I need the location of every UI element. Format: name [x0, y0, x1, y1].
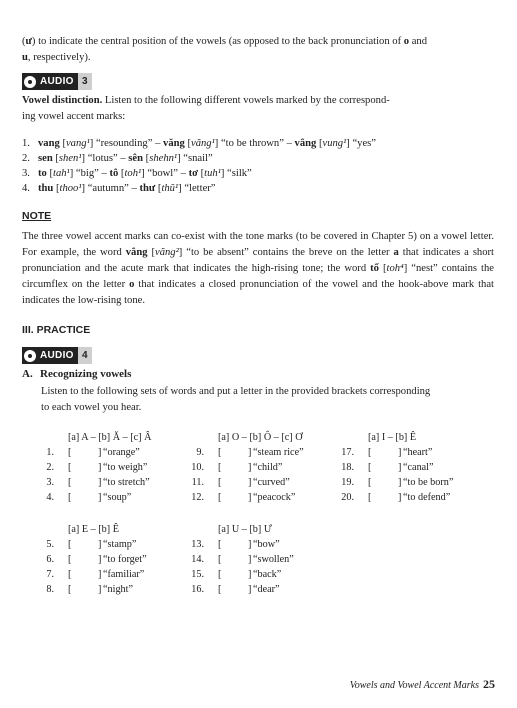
answer-bracket-open[interactable]: [: [68, 539, 72, 550]
answer-bracket-close[interactable]: ]: [98, 569, 102, 580]
item-number: 3.: [46, 477, 54, 488]
exercise-item: [40, 567, 190, 582]
exercise-item: [190, 582, 340, 597]
text-run: ] “big” –: [69, 168, 110, 179]
text-run: vowel letter. For example, the word: [22, 231, 494, 258]
text-run: [: [147, 247, 155, 258]
group-header: [a] A – [b] Ă – [c] Â: [68, 432, 152, 443]
item-number: 7.: [46, 569, 54, 580]
answer-bracket-open[interactable]: [: [68, 554, 72, 565]
vietnamese-word: sen: [38, 153, 53, 164]
text-run: The three vowel accent marks can co-exist with the tone marks (to be covered in Chapter 5) on a: [22, 231, 439, 242]
answer-bracket-close[interactable]: ]: [248, 569, 252, 580]
text-run: ] “yes”: [346, 138, 376, 149]
pair-item: [22, 136, 492, 151]
item-number: 18.: [341, 462, 354, 473]
item-number: 9.: [196, 447, 204, 458]
answer-bracket-open[interactable]: [: [68, 584, 72, 595]
answer-bracket-close[interactable]: ]: [398, 477, 402, 488]
item-number: 19.: [341, 477, 354, 488]
text-run: [: [52, 153, 59, 164]
pronunciation: vung¹: [322, 138, 347, 149]
answer-bracket-open[interactable]: [: [68, 462, 72, 473]
section-a-title: A. Recognizing vowels: [22, 368, 132, 380]
english-meaning: “night”: [103, 584, 133, 595]
answer-bracket-close[interactable]: ]: [398, 462, 402, 473]
english-meaning: “to defend”: [403, 492, 451, 503]
english-meaning: “to forget”: [103, 554, 147, 565]
item-number: 3.: [22, 168, 30, 179]
pronunciation: shen¹: [58, 153, 82, 164]
vietnamese-word: vang: [38, 138, 60, 149]
exercise-item: [40, 475, 190, 490]
english-meaning: “to stretch”: [103, 477, 150, 488]
answer-bracket-open[interactable]: [: [218, 462, 222, 473]
text-run: ] “letter”: [178, 183, 216, 194]
item-number: 2.: [46, 462, 54, 473]
english-meaning: “heart”: [403, 447, 433, 458]
exercise-item: [40, 552, 190, 567]
english-meaning: “peacock”: [253, 492, 296, 503]
vietnamese-word: văng: [163, 138, 185, 149]
answer-bracket-close[interactable]: ]: [98, 447, 102, 458]
item-number: 4.: [22, 183, 30, 194]
vietnamese-word: tơ: [188, 168, 198, 179]
answer-bracket-close[interactable]: ]: [98, 539, 102, 550]
exercise-group-i-e: [340, 430, 490, 505]
answer-bracket-open[interactable]: [: [368, 492, 372, 503]
vietnamese-word: tô: [109, 168, 119, 179]
text-run: ] “nest” contains the circumflex on the letter: [22, 263, 494, 290]
exercise-group-u-u: [190, 522, 340, 597]
exercise-item: [190, 475, 340, 490]
answer-bracket-open[interactable]: [: [68, 477, 72, 488]
vowel-distinction-paragraph: Vowel distinction. Listen to the following different vowels marked by the correspond- ing vowel accent marks:: [22, 95, 390, 122]
answer-bracket-close[interactable]: ]: [98, 477, 102, 488]
group-header: [a] O – [b] Ô – [c] Ơ: [218, 432, 303, 443]
exercise-item: [40, 490, 190, 505]
vietnamese-word: thư: [139, 183, 156, 194]
english-meaning: “steam rice”: [253, 447, 304, 458]
exercise-item: [190, 460, 340, 475]
text-run: [: [197, 168, 205, 179]
audio-disc-icon: [24, 76, 36, 88]
answer-bracket-close[interactable]: ]: [248, 462, 252, 473]
answer-bracket-open[interactable]: [: [218, 477, 222, 488]
exercise-item: [340, 475, 490, 490]
exercise-item: [340, 490, 490, 505]
group-header: [a] E – [b] Ê: [68, 524, 119, 535]
text-run: [: [59, 138, 66, 149]
intro-paragraph: (ư) to indicate the central position of the vowels (as opposed to the back pronunciation of o and u, respectively).: [22, 36, 427, 63]
text-run: of the vowel and the hook-above mark that indicates the low-rising tone.: [22, 279, 495, 306]
english-meaning: “dear”: [253, 584, 280, 595]
page-number: 25: [483, 677, 495, 691]
pair-item: [22, 181, 492, 196]
answer-bracket-close[interactable]: ]: [248, 477, 252, 488]
vietnamese-word: thu: [38, 183, 54, 194]
item-number: 1.: [46, 447, 54, 458]
pronunciation: thoo¹: [59, 183, 82, 194]
pronunciation: toh¹: [124, 168, 142, 179]
answer-bracket-open[interactable]: [: [218, 584, 222, 595]
text-run: ] “resounding” –: [89, 138, 164, 149]
vietnamese-word: to: [38, 168, 47, 179]
english-meaning: “bow”: [253, 539, 280, 550]
item-number: 14.: [191, 554, 204, 565]
item-number: 4.: [46, 492, 54, 503]
item-number: 2.: [22, 153, 30, 164]
text-run: ] “to be thrown” –: [214, 138, 295, 149]
answer-bracket-close[interactable]: ]: [248, 539, 252, 550]
answer-bracket-open[interactable]: [: [218, 447, 222, 458]
item-number: 15.: [191, 569, 204, 580]
item-number: 8.: [46, 584, 54, 595]
english-meaning: “back”: [253, 569, 282, 580]
pair-item: [22, 151, 492, 166]
text-run: ] “silk”: [220, 168, 252, 179]
exercise-item: [190, 490, 340, 505]
audio-4-badge[interactable]: AUDIO 4: [22, 347, 92, 364]
text-run: [: [378, 263, 387, 274]
item-number: 17.: [341, 447, 354, 458]
english-meaning: “stamp”: [103, 539, 137, 550]
exercise-item: [40, 537, 190, 552]
answer-bracket-close[interactable]: ]: [248, 584, 252, 595]
group-header: [a] I – [b] Ê: [368, 432, 417, 443]
page-footer: [350, 677, 495, 692]
text-run: that indicates a closed pronunciation: [134, 279, 299, 290]
pronunciation: thŭ¹: [161, 183, 179, 194]
item-number: 16.: [191, 584, 204, 595]
exercise-group-o-o-o: [190, 430, 340, 505]
text-run: [: [46, 168, 54, 179]
vietnamese-word: sên: [128, 153, 144, 164]
english-meaning: “orange”: [103, 447, 140, 458]
pronunciation: văng¹: [191, 138, 215, 149]
text-run: ] “lotus” –: [81, 153, 129, 164]
answer-bracket-open[interactable]: [: [218, 492, 222, 503]
english-meaning: “canal”: [403, 462, 434, 473]
item-number: 11.: [191, 477, 204, 488]
note-paragraph: [22, 229, 494, 309]
answer-bracket-open[interactable]: [: [368, 462, 372, 473]
pronunciation: tah¹: [53, 168, 70, 179]
vietnamese-word: vắng: [125, 247, 148, 258]
item-number: 20.: [341, 492, 354, 503]
pair-item: [22, 166, 492, 181]
vietnamese-word: o: [129, 279, 135, 290]
text-run: [: [155, 183, 162, 194]
answer-bracket-close[interactable]: ]: [98, 584, 102, 595]
text-run: ] “to be absent” contains the breve on the letter: [178, 247, 390, 258]
text-run: ] “bowl” –: [141, 168, 189, 179]
pronunciation: vang¹: [65, 138, 90, 149]
exercise-item: [190, 445, 340, 460]
exercise-item: [190, 567, 340, 582]
practice-heading: III. PRACTICE: [22, 324, 91, 336]
answer-bracket-close[interactable]: ]: [98, 492, 102, 503]
pronunciation: văng²: [155, 247, 179, 258]
text-run: [: [316, 138, 323, 149]
english-meaning: “curved”: [253, 477, 290, 488]
vietnamese-word: a: [393, 247, 399, 258]
exercise-item: [340, 460, 490, 475]
vowel-pairs-list: [22, 136, 492, 196]
text-run: [: [53, 183, 60, 194]
answer-bracket-open[interactable]: [: [218, 554, 222, 565]
audio-disc-icon: [24, 350, 36, 362]
answer-bracket-open[interactable]: [: [68, 569, 72, 580]
exercise-item: [340, 445, 490, 460]
footer-title: Vowels and Vowel Accent Marks: [349, 680, 479, 691]
english-meaning: “familiar”: [103, 569, 145, 580]
text-run: [: [143, 153, 150, 164]
exercise-group-e-e: [40, 522, 190, 597]
vietnamese-word: tổ: [370, 263, 379, 274]
text-run: ] “autumn” –: [81, 183, 140, 194]
audio-3-badge[interactable]: AUDIO 3: [22, 73, 92, 90]
exercise-group-a-a-a: [40, 430, 190, 505]
english-meaning: “to weigh”: [103, 462, 148, 473]
text-run: ] “snail”: [177, 153, 213, 164]
answer-bracket-open[interactable]: [: [68, 447, 72, 458]
answer-bracket-open[interactable]: [: [218, 569, 222, 580]
answer-bracket-open[interactable]: [: [368, 447, 372, 458]
english-meaning: “child”: [253, 462, 283, 473]
text-run: word: [344, 263, 371, 274]
text-run: that indicates a short pronunciation and the acute mark that indicates the high-rising tone; the: [22, 247, 495, 274]
text-run: [: [118, 168, 125, 179]
exercise-item: [40, 445, 190, 460]
answer-bracket-open[interactable]: [: [218, 539, 222, 550]
vietnamese-word: vâng: [294, 138, 317, 149]
answer-bracket-close[interactable]: ]: [248, 492, 252, 503]
answer-bracket-open[interactable]: [: [368, 477, 372, 488]
answer-bracket-close[interactable]: ]: [98, 554, 102, 565]
pronunciation: tuh¹: [204, 168, 221, 179]
exercise-item: [190, 552, 340, 567]
english-meaning: “to be born”: [403, 477, 454, 488]
answer-bracket-close[interactable]: ]: [398, 447, 402, 458]
text-run: [: [184, 138, 192, 149]
exercise-item: [190, 537, 340, 552]
answer-bracket-close[interactable]: ]: [398, 492, 402, 503]
english-meaning: “soup”: [103, 492, 132, 503]
exercise-item: [40, 582, 190, 597]
item-number: 5.: [46, 539, 54, 550]
answer-bracket-open[interactable]: [: [68, 492, 72, 503]
answer-bracket-close[interactable]: ]: [98, 462, 102, 473]
item-number: 6.: [46, 554, 54, 565]
item-number: 13.: [191, 539, 204, 550]
item-number: 1.: [22, 138, 30, 149]
pronunciation: shehn¹: [149, 153, 178, 164]
item-number: 10.: [191, 462, 204, 473]
group-header: [a] U – [b] Ư: [218, 524, 272, 535]
pronunciation: toh⁴: [386, 263, 404, 274]
answer-bracket-close[interactable]: ]: [248, 447, 252, 458]
answer-bracket-close[interactable]: ]: [248, 554, 252, 565]
exercise-item: [40, 460, 190, 475]
note-heading: NOTE: [22, 210, 52, 222]
item-number: 12.: [191, 492, 204, 503]
section-a-instructions: Listen to the following sets of words and put a letter in the provided brackets corresponding to each vowel you hear.: [41, 386, 431, 413]
english-meaning: “swollen”: [253, 554, 294, 565]
